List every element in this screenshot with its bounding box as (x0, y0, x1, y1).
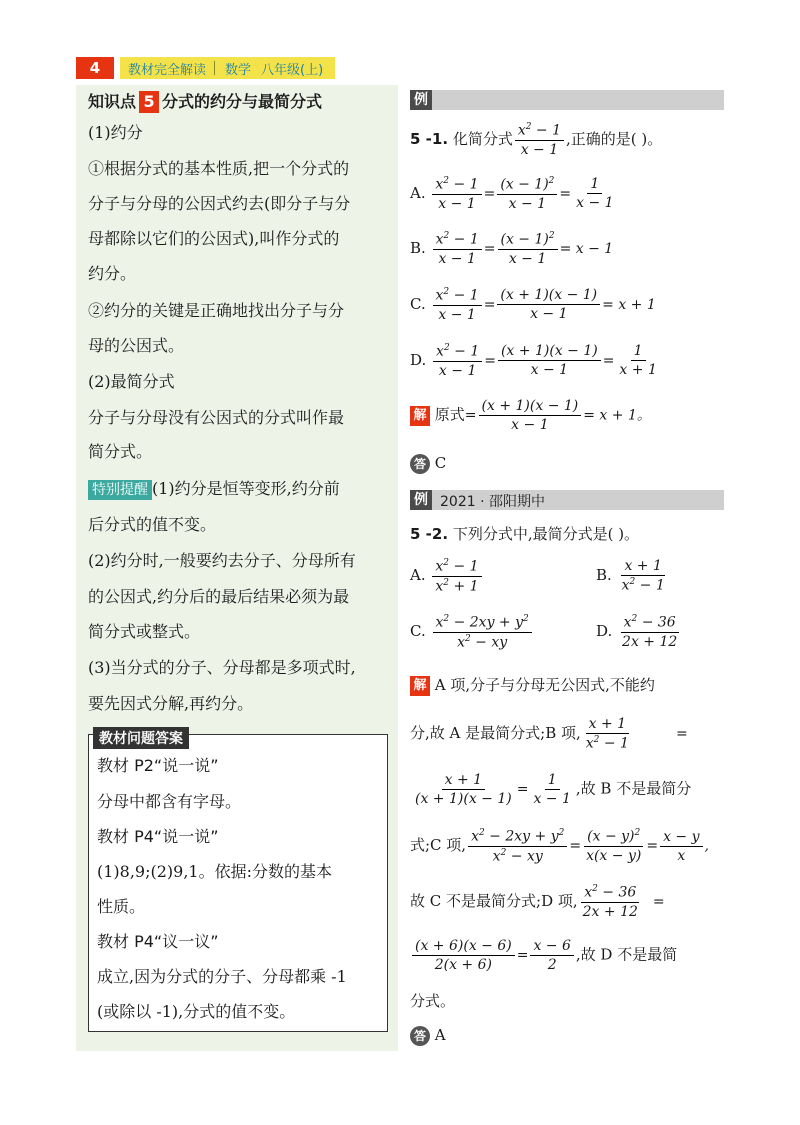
knowledge-panel (76, 85, 398, 1051)
answer-value: C (434, 454, 447, 472)
solution-2 (410, 674, 655, 696)
text-line: ①根据分式的基本性质,把一个分式的 (88, 159, 350, 178)
option-letter: C. (410, 622, 426, 641)
example-bar (410, 90, 724, 110)
option-letter: B. (410, 238, 426, 257)
knowledge-label: 知识点 (88, 92, 137, 111)
grade: 八年级(上) (261, 62, 324, 78)
example-source: 2021 · 邵阳期中 (440, 494, 545, 510)
answer-text: (或除以 -1),分式的值不变。 (97, 1002, 296, 1021)
solution-1: 解 原式= $\frac{(x + 1)(x - 1)}{x - 1}$ = x + 1。 (410, 398, 651, 433)
answer-text: 分母中都含有字母。 (97, 792, 242, 811)
solution-line: 故 C 不是最简分式;D 项, $\frac{x^2 - 36}{2x + 12}$ = (410, 884, 665, 920)
answer-heading: 教材 P2“说一说” (97, 756, 219, 775)
answer-heading: 教材 P4“议一议” (97, 932, 219, 951)
tip-text: (1)约分是恒等变形,约分前 (152, 479, 340, 498)
solution-text: ,故 D 不是最简 (575, 945, 678, 964)
knowledge-number: 5 (139, 91, 159, 113)
answer-2 (410, 1026, 446, 1046)
question-5-2 (410, 523, 639, 544)
solution-text: A 项,分子与分母无公因式,不能约 (434, 676, 655, 694)
tip-badge: 特别提醒 (88, 480, 152, 500)
question-text: ,正确的是( )。 (566, 129, 663, 148)
answers-title: 教材问题答案 (93, 727, 189, 749)
book-bar (120, 57, 335, 79)
question-number: 5 -2. (410, 525, 449, 543)
tip-line: (3)当分式的分子、分母都是多项式时, (88, 658, 356, 677)
text-line: 约分。 (88, 264, 137, 283)
option-a: A. $\frac{x^2 - 1}{x - 1}$ = $\frac{(x - 1)^2}{x - 1}$ = $\frac{1}{x - 1}$ (410, 176, 614, 212)
textbook-answers-box (88, 731, 388, 1032)
option-a: A. $\frac{x^2 - 1}{x^2 + 1}$ (410, 558, 484, 594)
answer-value: A (434, 1026, 446, 1044)
text-line: 母都除以它们的公因式),叫作分式的 (88, 229, 340, 248)
page-header (76, 57, 335, 79)
option-c: C. $\frac{x^2 - 2xy + y^2}{x^2 - xy}$ (410, 614, 534, 650)
solution-line: $\frac{(x + 6)(x - 6)}{2(x + 6)}$ = $\frac{x - 6}{2}$ ,故 D 不是最简 (410, 938, 677, 973)
page-number: 4 (76, 57, 114, 79)
solution-text: 原式 (434, 405, 465, 424)
answer-text: (1)8,9;(2)9,1。依据:分数的基本 (97, 862, 333, 881)
answer-badge: 答 (410, 1026, 430, 1046)
divider (214, 61, 215, 75)
tip-line (88, 479, 340, 500)
text-line: 简分式。 (88, 442, 153, 461)
solution-badge: 解 (410, 676, 430, 696)
option-letter: C. (410, 294, 426, 313)
text-line: 分子与分母没有公因式的分式叫作最 (88, 408, 345, 427)
solution-text: 式;C 项, (410, 836, 467, 855)
tip-line: 要先因式分解,再约分。 (88, 694, 254, 713)
tip-line: (2)约分时,一般要约去分子、分母所有 (88, 551, 356, 570)
option-letter: A. (410, 566, 426, 585)
solution-line: 分式。 (410, 992, 456, 1010)
option-d: D. $\frac{x^2 - 1}{x - 1}$ = $\frac{(x + 1)(x - 1)}{x - 1}$ = $\frac{1}{x + 1}$ (410, 343, 657, 379)
text-line: ②约分的关键是正确地找出分子与分 (88, 301, 345, 320)
option-letter: B. (596, 565, 612, 584)
question-5-1 (410, 122, 662, 158)
question-text: 下列分式中,最简分式是( )。 (452, 525, 640, 543)
text-line: (2)最简分式 (88, 372, 175, 391)
knowledge-heading: 分式的约分与最简分式 (162, 92, 323, 111)
answer-text: 性质。 (97, 897, 146, 916)
option-letter: D. (410, 350, 427, 369)
option-b: B. $\frac{x + 1}{x^2 - 1}$ (596, 558, 665, 594)
tip-line: 后分式的值不变。 (88, 515, 217, 534)
example-bar (410, 490, 724, 510)
question-text: 化简分式 (452, 129, 513, 148)
answer-heading: 教材 P4“说一说” (97, 827, 219, 846)
option-b: B. $\frac{x^2 - 1}{x - 1}$ = $\frac{(x - 1)^2}{x - 1}$ = x − 1 (410, 231, 614, 267)
solution-line: 分,故 A 是最简分式;B 项, $\frac{x + 1}{x^2 - 1}$ = (410, 716, 688, 752)
solution-text: 分,故 A 是最简分式;B 项, (410, 723, 581, 742)
tip-line: 简分式或整式。 (88, 622, 201, 641)
subject: 数学 (225, 62, 252, 78)
answer-badge: 答 (410, 454, 430, 474)
tip-line: 的公因式,约分后的最后结果必须为最 (88, 587, 350, 606)
solution-badge: 解 (410, 406, 430, 426)
answer-text: 成立,因为分式的分子、分母都乘 -1 (97, 967, 347, 986)
fraction: $\frac{x^2 - 1}{x - 1}$ (515, 122, 564, 158)
question-number: 5 -1. (410, 129, 449, 148)
knowledge-title (88, 91, 322, 113)
solution-line: $\frac{x + 1}{(x + 1)(x - 1)}$ = $\frac{1}{x - 1}$ ,故 B 不是最简分 (415, 772, 692, 807)
solution-line: 式;C 项, $\frac{x^2 - 2xy + y^2}{x^2 - xy}$ = $\frac{(x - y)^2}{x(x - y)}$ = $\frac{x - y}{x}$ , (410, 828, 709, 865)
option-letter: D. (596, 621, 613, 640)
option-letter: A. (410, 183, 426, 202)
example-label: 例 (410, 490, 432, 510)
text-line: 母的公因式。 (88, 336, 185, 355)
text-line: 分子与分母的公因式约去(即分子与分 (88, 194, 351, 213)
answer-1 (410, 454, 446, 474)
book-title: 教材完全解读 (128, 62, 207, 78)
solution-text: 故 C 不是最简分式;D 项, (410, 891, 578, 910)
option-c: C. $\frac{x^2 - 1}{x - 1}$ = $\frac{(x + 1)(x - 1)}{x - 1}$ = x + 1 (410, 287, 656, 323)
example-label: 例 (410, 90, 432, 110)
solution-text: ,故 B 不是最简分 (575, 779, 692, 798)
option-d: D. $\frac{x^2 - 36}{2x + 12}$ (596, 614, 678, 650)
text-line: (1)约分 (88, 123, 143, 142)
